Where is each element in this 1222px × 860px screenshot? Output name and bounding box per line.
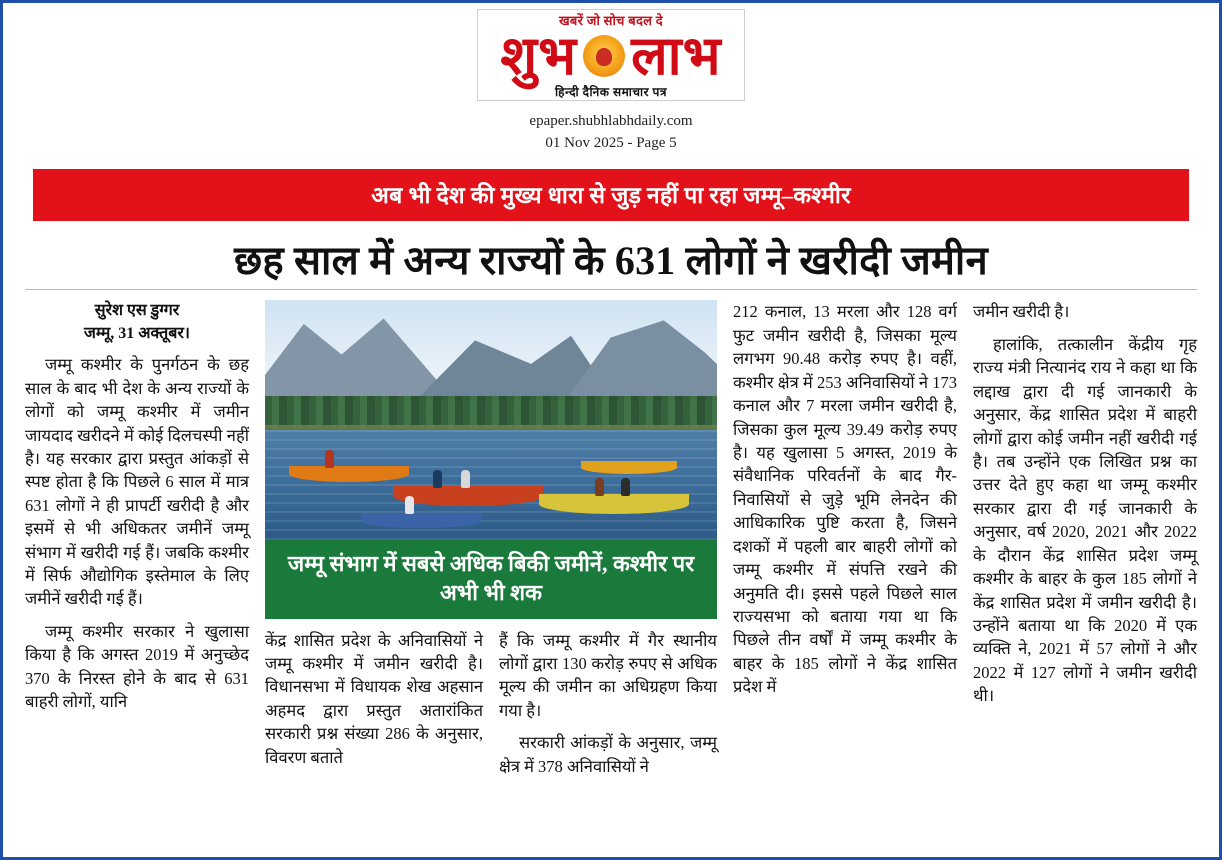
byline-author: सुरेश एस डुग्गर [94,302,180,320]
photo-person [433,470,442,488]
kicker-banner: अब भी देश की मुख्य धारा से जुड़ नहीं पा रहा जम्मू–कश्मीर [33,169,1189,221]
epaper-issue-date: 01 Nov 2025 - Page 5 [545,134,677,151]
epaper-info [3,111,1219,155]
paragraph: जमीन खरीदी है। [973,302,1070,322]
logo-tagline-bottom: हिन्दी दैनिक समाचार पत्र [555,85,667,100]
photo-person [325,450,334,468]
newspaper-logo [477,9,744,101]
paragraph: 212 कनाल, 13 मरला और 128 वर्ग फुट जमीन खरीदी है, जिसका मूल्य लगभग 90.48 करोड़ रुपए है। वहीं, कश्मीर क्षेत्र में 253 अनिवासियों ने 173 कनाल और 7 मरला जमीन खरीदी है, जिसका कुल मूल्य 39.49 करोड़ रुपए है। यह खुलासा 5 अगस्त, 2019 के संवैधानिक परिवर्तनों के बाद गैर-निवासियों से जुड़े भूमि लेनदेन की आधिकारिक पुष्टि करता है, जिसने दशकों में पहली बार बाहरी लोगों को जम्मू कश्मीर में संपत्ति रखने की अनुमति दी। इससे पहले पिछले साल राज्यसभा को बताया गया था कि पिछले तीन वर्षों में जम्मू कश्मीर के बाहर के 185 लोगों ने केंद्र शासित प्रदेश में [733,302,957,697]
ganesh-icon [583,35,625,77]
article-column-3 [733,300,957,787]
photo-person [595,478,604,496]
byline-dateline: जम्मू, 31 अक्तूबर। [84,324,190,342]
paragraph: हैं कि जम्मू कश्मीर में गैर स्थानीय लोगों द्वारा 130 करोड़ रुपए से अधिक मूल्य की जमीन का अधिग्रहण किया गया है। [499,630,717,720]
article-column-2b [499,629,717,788]
byline [25,300,249,345]
paragraph: सरकारी आंकड़ों के अनुसार, जम्मू क्षेत्र में 378 अनिवासियों ने [499,733,717,776]
logo-tagline-top: खबरें जो सोच बदल दे [558,13,664,28]
photo-caption: जम्मू संभाग में सबसे अधिक बिकी जमीनें, कश्मीर पर अभी भी शक [265,540,717,618]
article-photo [265,300,717,540]
logo-title [500,28,721,84]
masthead [3,3,1219,155]
page-title: छह साल में अन्य राज्यों के 631 लोगों ने खरीदी जमीन [234,237,988,283]
photo-water-ripples [265,430,717,540]
epaper-website[interactable]: epaper.shubhlabhdaily.com [529,113,693,130]
photo-person [461,470,470,488]
article-body [3,290,1219,787]
article-column-1 [25,300,249,787]
photo-person [405,496,414,514]
article-column-2 [265,300,717,787]
paragraph: जम्मू कश्मीर के पुनर्गठन के छह साल के बाद भी देश के अन्य राज्यों के लोगों को जम्मू कश्मीर में जमीन जायदाद खरीदने में कोई दिलचस्पी नहीं है। यह सरकार द्वारा प्रस्तुत आंकड़ों से स्पष्ट होता है कि पिछले 6 साल में मात्र 631 लोगों ने ही प्रापर्टी खरीदी है और इसमें से भी अधिकतर जमीनें जम्मू संभाग में खरीदी गई हैं। जबकि कश्मीर में सिर्फ औद्योगिक इस्तेमाल के लिए जमीनें खरीदी गई हैं। [25,355,249,609]
paragraph: हालांकि, तत्कालीन केंद्रीय गृह राज्य मंत्री नित्यानंद राय ने कहा था कि लद्दाख द्वारा दी गई जानकारी के अनुसार, केंद्र शासित प्रदेश में बाहरी लोगों द्वारा कोई जमीन नहीं खरीदी गई है। तब उन्होंने एक लिखित प्रश्न का उत्तर देते हुए कहा था जम्मू कश्मीर सरकार द्वारा दी गई जानकारी के अनुसार, वर्ष 2020, 2021 और 2022 के दौरान केंद्र शासित प्रदेश जम्मू कश्मीर के बाहर के कुल 185 लोगों ने केंद्र शासित प्रदेश में जमीन खरीदी है। उन्होंने बताया था कि 2020 में एक व्यक्ति ने, 2021 में 57 लोगों ने और 2022 में 127 लोगों ने जमीन खरीदी थी। [973,334,1197,706]
paragraph: जम्मू कश्मीर सरकार ने खुलासा किया है कि अगस्त 2019 में अनुच्छेद 370 के निरस्त होने के बाद से 631 बाहरी लोगों, यानि [25,621,249,712]
logo-title-left: शुभ [500,26,578,86]
article-column-4 [973,300,1197,787]
paragraph: केंद्र शासित प्रदेश के अनिवासियों ने जम्मू कश्मीर में जमीन खरीदी है। विधानसभा में विधायक शेख अहसान अहमद द्वारा प्रस्तुत अतारांकित सरकारी प्रश्न संख्या 286 के अनुसार, विवरण बताते [265,630,483,767]
article-column-2a [265,629,483,788]
photo-person [621,478,630,496]
logo-title-right: लाभ [631,26,722,86]
article-subcolumns [265,629,717,788]
